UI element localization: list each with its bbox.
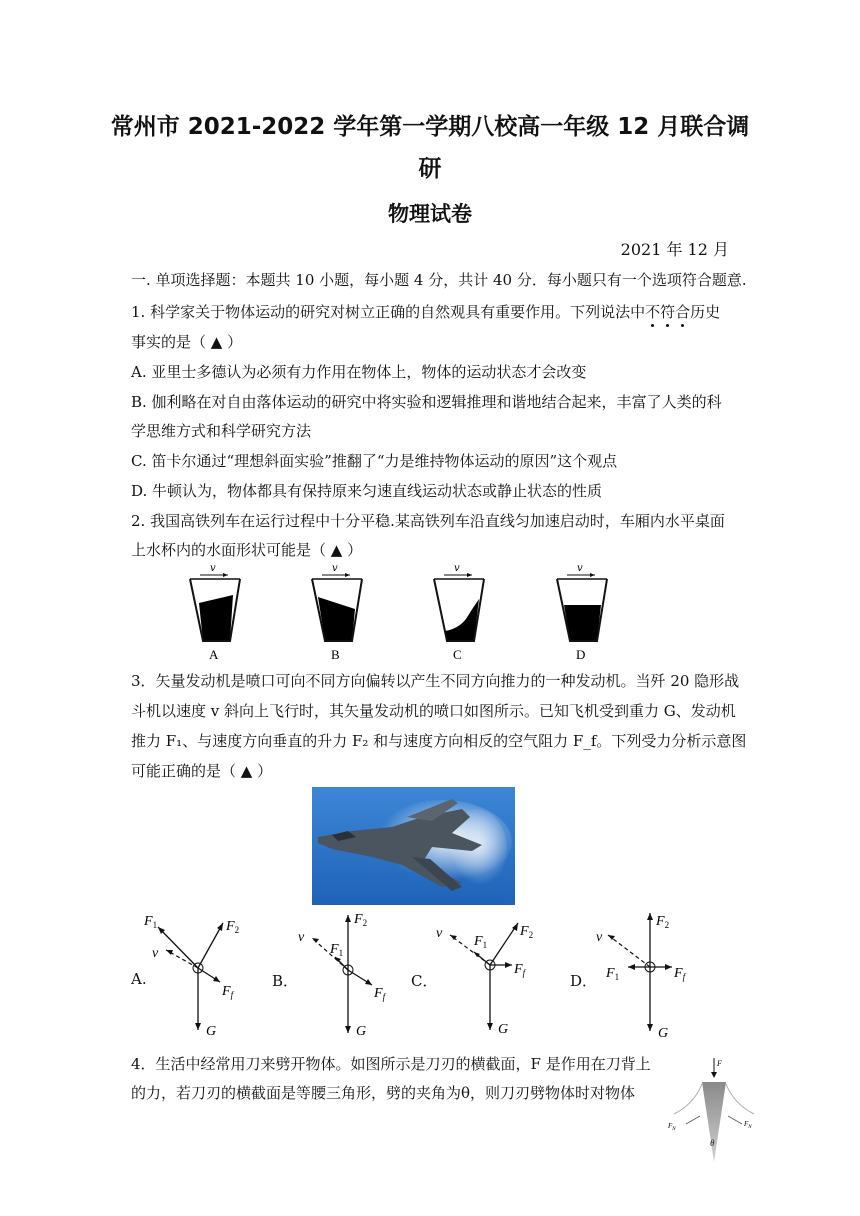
q1-option-b-cont: 学思维方式和科学研究方法 <box>131 422 312 440</box>
svg-text:F2: $F_2$ <box>656 914 670 930</box>
exam-title-line1: 常州市 2021-2022 学年第一学期八校高一年级 12 月联合调 <box>110 114 750 140</box>
q3-stem: 3．矢量发动机是喷口可向不同方向偏转以产生不同方向推力的一种发动机。当歼 20 隐形战 <box>131 672 740 690</box>
q3-stem-line4: 可能正确的是（ ▲ ） <box>131 762 273 780</box>
svg-text:v: v <box>436 926 443 941</box>
svg-text:v: v <box>596 930 603 945</box>
svg-text:F1: $F_1$ <box>474 934 488 950</box>
svg-text:v: v <box>152 946 159 961</box>
velocity-label: v <box>577 563 583 574</box>
q2-stem: 2. 我国高铁列车在运行过程中十分平稳.某高铁列车沿直线匀加速启动时，车厢内水平桌面 <box>131 512 725 530</box>
svg-text:Ff: $F_f$ <box>222 984 234 1000</box>
svg-text:FN: $F_N$ <box>668 1122 676 1132</box>
q3-option-a: A. <box>131 970 147 988</box>
force-diagram-d <box>594 905 704 1044</box>
velocity-label: v <box>332 563 338 574</box>
q1-stem-b: 历史 <box>690 303 721 321</box>
q1-option-c: C. 笛卡尔通过“理想斜面实验”推翻了“力是维持物体运动的原因”这个观点 <box>131 452 618 470</box>
svg-text:F1: $F_1$ <box>606 966 620 982</box>
svg-text:Ff: $F_f$ <box>374 986 386 1002</box>
cup-label-c: C <box>453 647 462 662</box>
svg-text:F2: $F_2$ <box>226 919 240 935</box>
force-diagram-c <box>432 905 547 1044</box>
cup-label-d: D <box>576 647 586 662</box>
svg-text:Ff: $F_f$ <box>514 962 526 978</box>
q3-option-b: B． <box>272 972 299 990</box>
cup-label-b: B <box>331 647 340 662</box>
svg-text:F1: $F_1$ <box>144 914 158 930</box>
q3-option-d: D． <box>570 972 598 990</box>
force-diagram-a <box>138 905 248 1044</box>
svg-text:F1: $F_1$ <box>330 942 344 958</box>
svg-text:F2: $F_2$ <box>520 924 534 940</box>
force-diagram-b <box>290 905 400 1044</box>
svg-text:Ff: $F_f$ <box>674 966 686 982</box>
q1-option-b: B. 伽利略在对自由落体运动的研究中将实验和逻辑推理和谐地结合起来，丰富了人类的科 <box>131 393 722 411</box>
q4-stem-line2: 的力，若刀刃的横截面是等腰三角形，劈的夹角为θ，则刀刃劈物体时对物体 <box>131 1084 636 1102</box>
cup-figure-c <box>428 563 488 663</box>
section-heading: 一. 单项选择题：本题共 10 小题，每小题 4 分，共计 40 分．每小题只有一个选项符合题意. <box>131 271 747 289</box>
svg-text:G: G <box>206 1024 217 1039</box>
q4-stem: 4．生活中经常用刀来劈开物体。如图所示是刀刃的横截面，F 是作用在刀背上 <box>131 1055 651 1073</box>
q1-option-d: D. 牛顿认为，物体都具有保持原来匀速直线运动状态或静止状态的性质 <box>131 482 603 500</box>
svg-text:G: G <box>498 1022 509 1037</box>
exam-subtitle: 物理试卷 <box>388 202 472 226</box>
svg-text:v: v <box>298 930 305 945</box>
q3-option-c: C． <box>411 972 438 990</box>
cup-figure-a <box>184 563 244 663</box>
q1-dotted-3: 合 <box>675 303 691 321</box>
svg-text:G: G <box>356 1024 367 1039</box>
q1-stem-a: 1. 科学家关于物体运动的研究对树立正确的自然观具有重要作用。下列说法中 <box>131 303 646 321</box>
svg-text:FN: $F_N$ <box>744 1120 752 1130</box>
knife-cross-section-figure <box>664 1054 764 1173</box>
exam-title-line2: 研 <box>418 156 442 182</box>
q1-stem <box>131 302 720 322</box>
velocity-label: v <box>210 563 216 574</box>
cup-figure-d <box>551 563 611 663</box>
cup-figure-b <box>306 563 366 663</box>
exam-date: 2021 年 12 月 <box>620 240 729 259</box>
q2-stem-line2: 上水杯内的水面形状可能是（ ▲ ） <box>131 541 363 559</box>
q1-dotted-2: 符 <box>660 303 676 321</box>
q1-option-a: A. 亚里士多德认为必须有力作用在物体上，物体的运动状态才会改变 <box>131 363 587 381</box>
velocity-label: v <box>454 563 460 574</box>
q3-stem-line2: 斗机以速度 v 斜向上飞行时，其矢量发动机的喷口如图所示。已知飞机受到重力 G、发动机 <box>131 702 736 720</box>
cup-label-a: A <box>209 647 219 662</box>
svg-text:F: F <box>717 1059 722 1068</box>
svg-text:F2: $F_2$ <box>354 912 368 928</box>
q3-stem-line3: 推力 F₁、与速度方向垂直的升力 F₂ 和与速度方向相反的空气阻力 F_f。下列受力分析示意图 <box>131 732 747 750</box>
q1-dotted-1: 不 <box>645 303 661 321</box>
svg-text:G: G <box>658 1026 669 1040</box>
q1-stem-line2: 事实的是（ ▲ ） <box>131 333 243 351</box>
fighter-jet-photo <box>312 787 515 905</box>
svg-text:θ: θ <box>710 1138 715 1148</box>
